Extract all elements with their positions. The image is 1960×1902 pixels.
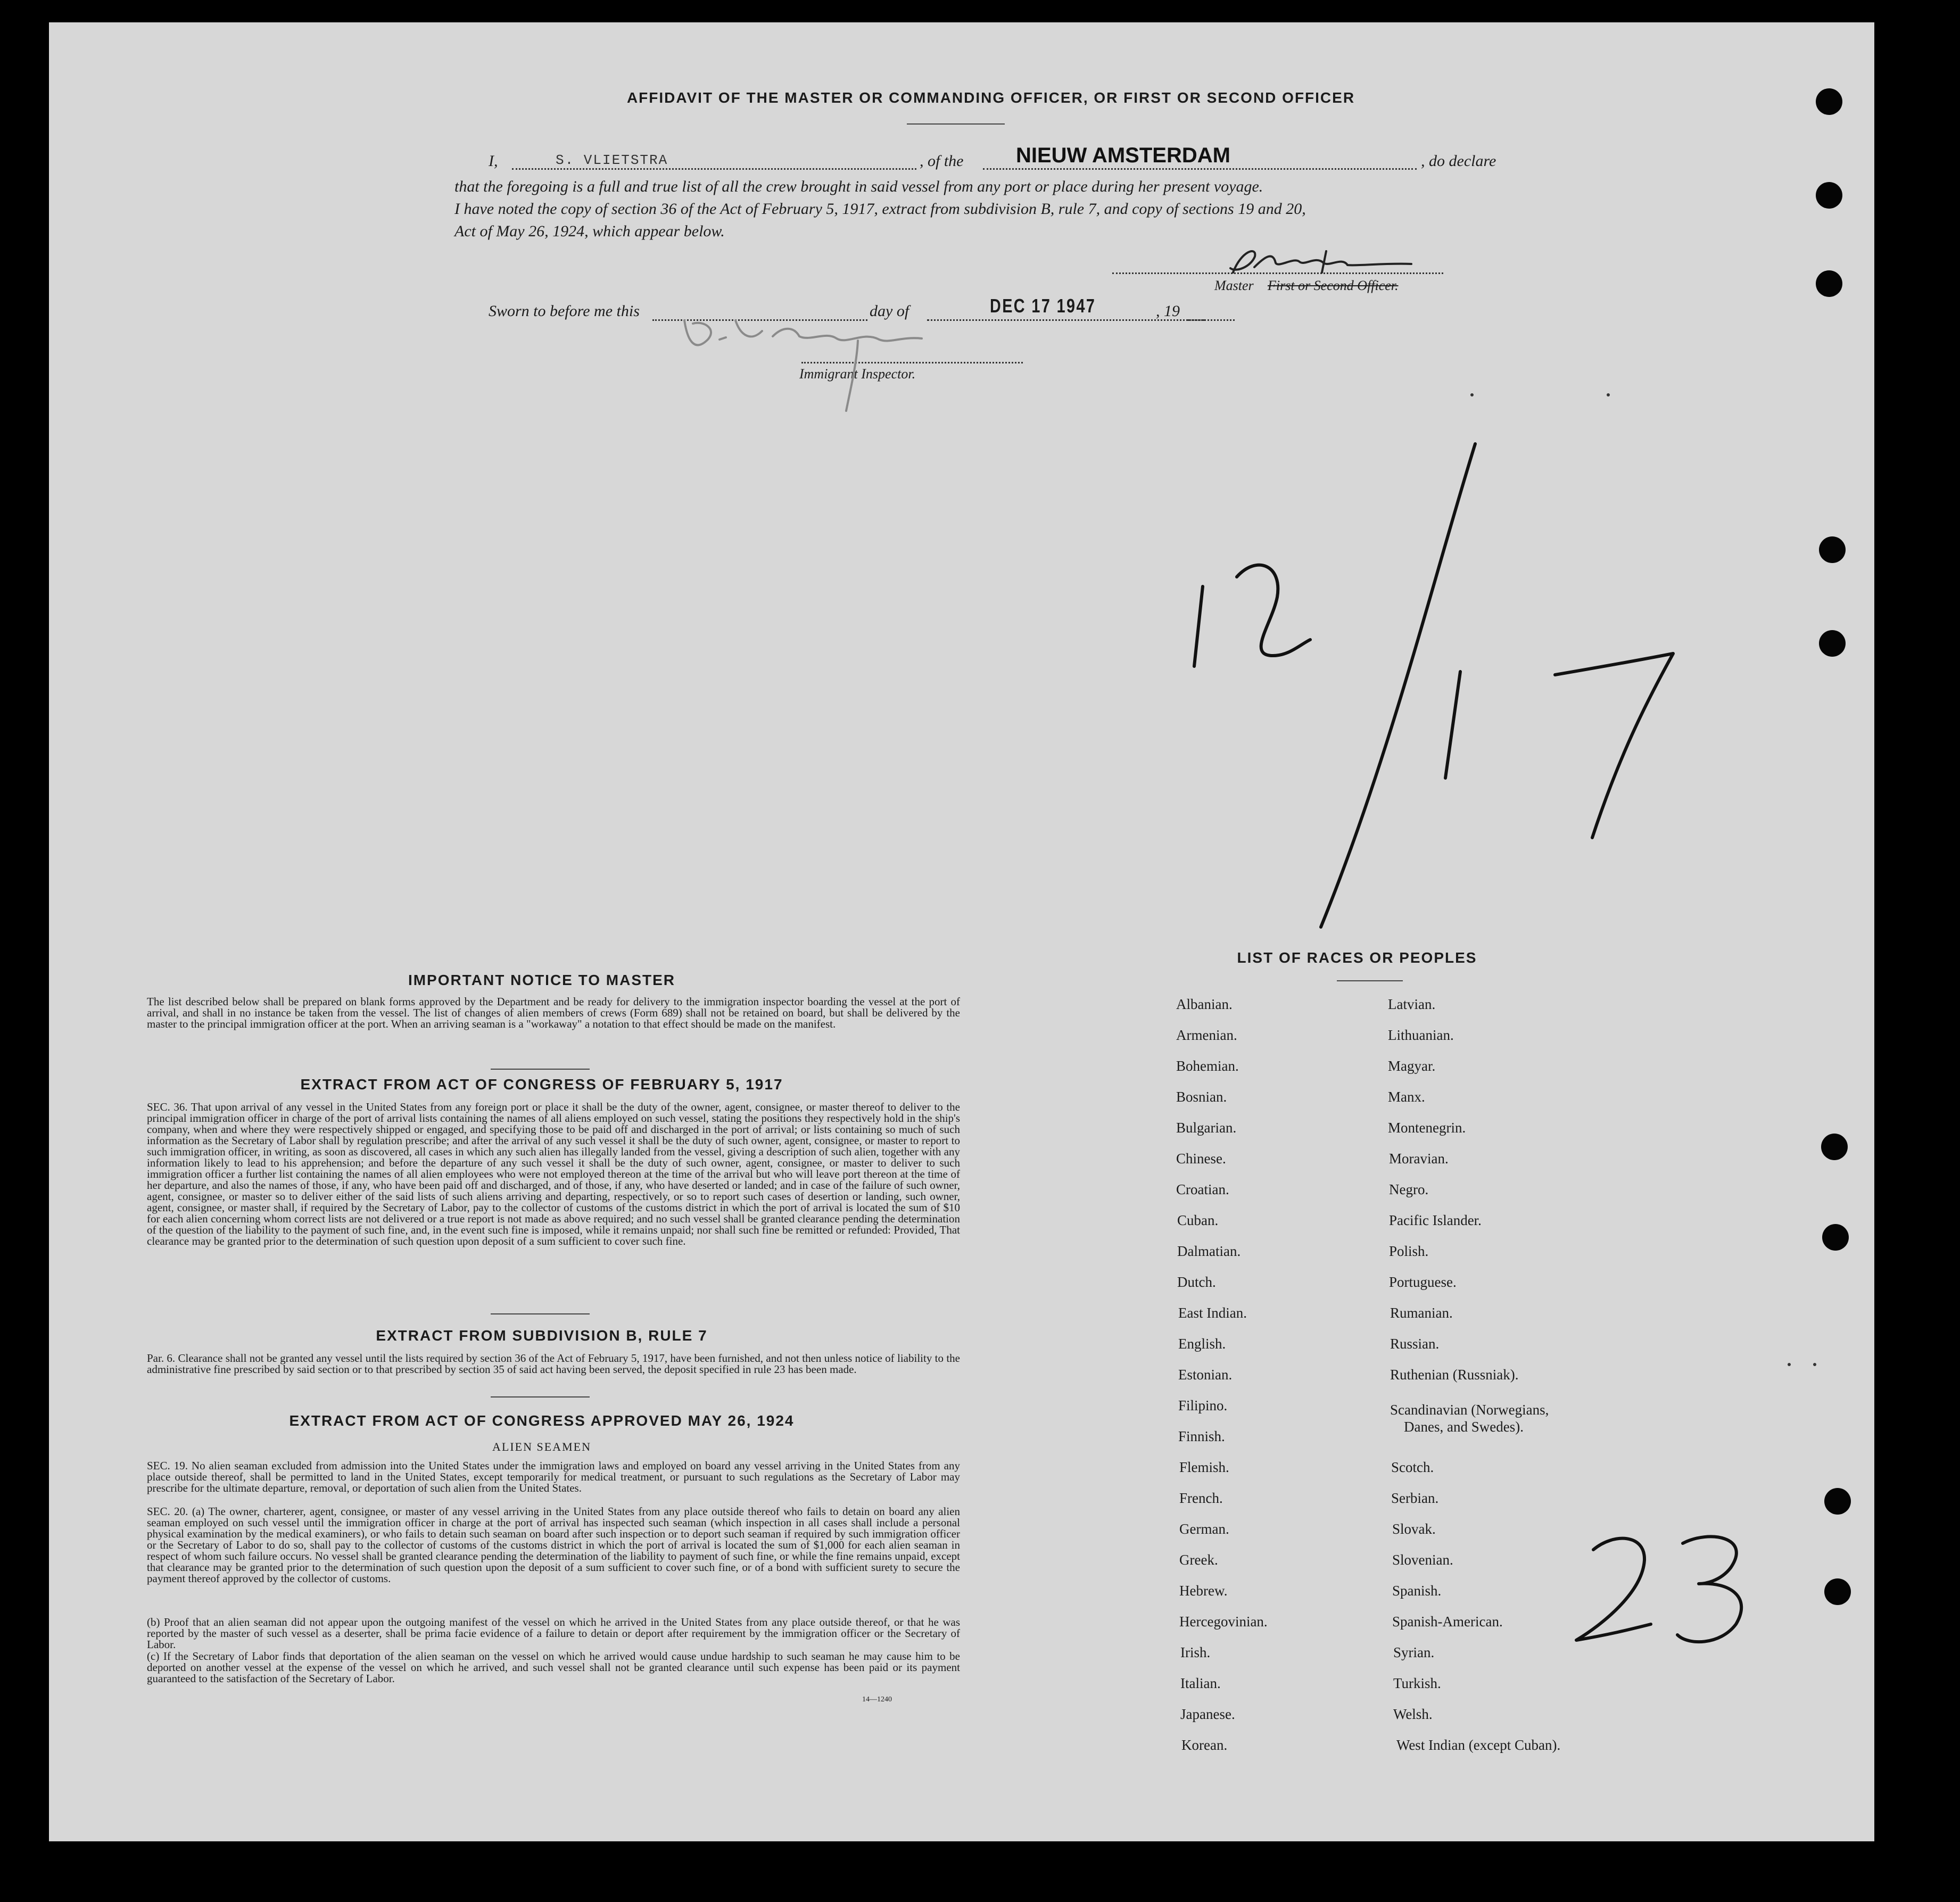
rule7-body: Par. 6. Clearance shall not be granted any vessel until the lists required by section 36 of the Act of February 5, 1917, have been furnished, and not then unless notice of liability to the administrative fine prescribed by said section or to that prescribed by section 35 of said act having been served, the deposit specified in rule 23 has been made. xyxy=(147,1352,960,1376)
race-item: Bulgarian. xyxy=(1176,1120,1237,1136)
race-item: Irish. xyxy=(1180,1644,1211,1660)
race-item: Latvian. xyxy=(1388,996,1436,1012)
race-item: Japanese. xyxy=(1180,1706,1235,1722)
race-item: Ruthenian (Russniak). xyxy=(1390,1367,1519,1383)
race-item: Slovak. xyxy=(1392,1521,1436,1537)
handwritten-page-number xyxy=(1576,1536,1741,1642)
race-item: Filipino. xyxy=(1178,1397,1228,1413)
punch-hole xyxy=(1816,88,1842,115)
race-item: Finnish. xyxy=(1178,1428,1225,1444)
affidavit-title: AFFIDAVIT OF THE MASTER OR COMMANDING OFFICER, OR FIRST OR SECOND OFFICER xyxy=(626,89,1355,106)
year-prefix: , 19 xyxy=(1156,302,1180,320)
race-item: German. xyxy=(1179,1521,1229,1537)
notice-divider xyxy=(491,1069,590,1070)
race-item: Polish. xyxy=(1389,1243,1429,1259)
declaration-line-4: Act of May 26, 1924, which appear below. xyxy=(454,222,725,240)
punch-hole xyxy=(1816,270,1842,297)
form-number: 14—1240 xyxy=(862,1696,892,1703)
notice-body: The list described below shall be prepared on blank forms approved by the Department and be ready for delivery to the immigration inspector boarding the vessel at the port of arrival, and shall in no instance be taken from the vessel. The list of changes of alien members of crews (Form 689) shall not be retained on board, but shall be delivered by the master to the principal immigration officer at the port. When an arriving seaman is a "workaway" a notation to that effect should be made on the manifest. xyxy=(147,995,960,1030)
race-item: Cuban. xyxy=(1177,1212,1219,1228)
extract-1917-divider xyxy=(491,1313,590,1314)
race-item: English. xyxy=(1178,1336,1226,1352)
race-item: Dalmatian. xyxy=(1177,1243,1241,1259)
race-item: Montenegrin. xyxy=(1388,1120,1466,1136)
punch-hole xyxy=(1824,1578,1851,1605)
race-item: Hebrew. xyxy=(1179,1583,1228,1599)
races-divider xyxy=(1337,980,1403,981)
race-item: Syrian. xyxy=(1393,1644,1435,1660)
race-item: Spanish. xyxy=(1392,1583,1442,1599)
race-item: Hercegovinian. xyxy=(1179,1614,1268,1630)
do-declare-label: , do declare xyxy=(1421,152,1496,170)
extract-1917-title: EXTRACT FROM ACT OF CONGRESS OF FEBRUARY 5, 1917 xyxy=(300,1076,783,1093)
race-item: Bosnian. xyxy=(1176,1089,1227,1105)
extract-1917-body: SEC. 36. That upon arrival of any vessel in the United States from any foreign port or place it shall be the duty of the owner, agent, consignee, or master thereof to deliver to the principal immigration officer in charge of the port of arrival lists containing the names of all aliens employed on such vessel, stating the positions they respectively hold in the ship's company, when and where they were respectively shipped or engaged, and specifying those to be paid off and discharged in the port of arrival; or lists containing so much of such information as the Secretary of Labor shall by regulation prescribe; and after the arrival of any such vessel it shall be the duty of such owner, agent, consignee, or master to report to such immigration officer, in writing, as soon as discovered, all cases in which any such alien has illegally landed from the vessel, giving a description of such alien, together with any information likely to lead to his apprehension; and before the departure of any such vessel it shall be the duty of such owner, agent, consignee, or master to deliver to such immigration officer a further list containing the names of all alien employees who were not employed thereon at the time of the arrival but who will leave port thereon at the time of her departure, and also the names of those, if any, who have been paid off and discharged, and of those, if any, who have deserted or landed; and in case of the failure of such owner, agent, consignee, or master so to deliver either of the said lists of such aliens arriving and departing, respectively, or so to report such cases of desertion or landing, such owner, agent, consignee, or master shall, if required by the Secretary of Labor, pay to the collector of customs of the customs district in which the port of arrival is located the sum of $10 for each alien concerning whom correct lists are not delivered or a true report is not made as above required; and no such vessel shall be granted clearance pending the determination of the question of the liability to the payment of such fine, and, in the event such fine is imposed, while it remains unpaid; nor shall such fine be remitted or refunded: Provided, That clearance may be granted prior to the determination of such question upon deposit of a sum sufficient to cover such fine. xyxy=(147,1101,960,1247)
race-item: Bohemian. xyxy=(1176,1058,1239,1074)
handwritten-date-1217 xyxy=(1194,444,1673,927)
races-title: LIST OF RACES OR PEOPLES xyxy=(1237,949,1477,966)
race-item: French. xyxy=(1179,1490,1223,1506)
race-item: Scotch. xyxy=(1391,1459,1434,1475)
extract-1924-sec20a: SEC. 20. (a) The owner, charterer, agent, consignee, or master of any vessel arriving in the United States from any place outside thereof who fails to detain on board any alien seaman employed on such vessel until the immigration officer in charge at the port of arrival has inspected such seaman (which inspection in all cases shall include a personal physical examination by the medical examiners), or who fails to detain such seaman on board after such inspection or to deport such seaman if required by such immigration officer or the Secretary of Labor to do so, shall pay to the collector of customs of the customs district in which the port of arrival is located the sum of $1,000 for each alien seaman in respect of whom such failure occurs. No vessel shall be granted clearance pending the determination of the liability to payment of such fine, or while the fine remains unpaid, except that clearance may be granted prior to the determination of such question upon the deposit of a sum sufficient to cover such fine, or of a bond with sufficient surety to secure the payment thereof approved by the collector of customs. xyxy=(147,1505,960,1585)
alien-seamen-subtitle: ALIEN SEAMEN xyxy=(492,1440,591,1453)
officer-name: S. VLIETSTRA xyxy=(556,152,668,168)
race-item: Russian. xyxy=(1390,1336,1440,1352)
race-item: Slovenian. xyxy=(1392,1552,1453,1568)
race-item: Dutch. xyxy=(1177,1274,1216,1290)
race-item: Magyar. xyxy=(1388,1058,1436,1074)
race-item: Portuguese. xyxy=(1389,1274,1457,1290)
declaration-pronoun: I, xyxy=(489,152,498,170)
extract-1924-sec20c: (c) If the Secretary of Labor finds that deportation of the alien seaman on the vessel on which he arrived would cause undue hardship to such seaman he may cause him to be deported on another vessel at the expense of the vessel on which he arrived, and such vessel shall not be granted clearance until such expense has been paid or its payment guaranteed to the satisfaction of the Secretary of Labor. xyxy=(147,1650,960,1685)
race-item: Lithuanian. xyxy=(1388,1027,1454,1043)
punch-hole xyxy=(1824,1488,1851,1515)
race-item: Serbian. xyxy=(1391,1490,1439,1506)
race-item: Korean. xyxy=(1181,1737,1228,1753)
extract-1924-title: EXTRACT FROM ACT OF CONGRESS APPROVED MAY 26, 1924 xyxy=(289,1412,795,1429)
punch-hole xyxy=(1816,182,1842,209)
punch-hole xyxy=(1822,1224,1849,1251)
master-signature xyxy=(1230,251,1411,272)
date-stamp: DEC 17 1947 xyxy=(990,295,1096,317)
punch-hole xyxy=(1819,536,1846,563)
race-item: Albanian. xyxy=(1176,996,1233,1012)
race-item: Rumanian. xyxy=(1390,1305,1453,1321)
punch-hole xyxy=(1819,630,1846,657)
extract-1924-sec20b: (b) Proof that an alien seaman did not appear upon the outgoing manifest of the vessel on which he arrived in the United States from any place outside thereof, or that he was reported by the master of such vessel as a deserter, shall be prima facie evidence of a failure to detain or deport after requirement by the immigration officer or the Secretary of Labor. xyxy=(147,1616,960,1651)
race-item: Chinese. xyxy=(1176,1151,1226,1167)
margin-specks xyxy=(1470,393,1816,1366)
race-item: East Indian. xyxy=(1178,1305,1247,1321)
vessel-name: NIEUW AMSTERDAM xyxy=(1016,144,1230,167)
race-item: Estonian. xyxy=(1178,1367,1233,1383)
struck-officer-label: First or Second Officer. xyxy=(1268,278,1399,293)
master-label: Master xyxy=(1214,278,1254,293)
race-item: Armenian. xyxy=(1176,1027,1237,1043)
inspector-signature xyxy=(684,320,922,411)
race-item: Greek. xyxy=(1179,1552,1218,1568)
document-page xyxy=(49,22,1874,1841)
race-item: Welsh. xyxy=(1393,1706,1433,1722)
of-the-label: , of the xyxy=(920,152,964,170)
race-item: Flemish. xyxy=(1179,1459,1229,1475)
declaration-line-2: that the foregoing is a full and true list of all the crew brought in said vessel from any port or place during her present voyage. xyxy=(454,178,1263,195)
inspector-label: Immigrant Inspector. xyxy=(799,366,916,382)
race-item: Manx. xyxy=(1388,1089,1425,1105)
race-item: Spanish-American. xyxy=(1392,1614,1503,1630)
race-item: Moravian. xyxy=(1389,1151,1449,1167)
race-item: Negro. xyxy=(1389,1181,1429,1197)
race-item: Scandinavian (Norwegians, xyxy=(1390,1402,1549,1418)
race-item: West Indian (except Cuban). xyxy=(1396,1737,1561,1753)
race-item: Danes, and Swedes). xyxy=(1404,1419,1524,1435)
race-item: Turkish. xyxy=(1393,1675,1441,1691)
race-item: Italian. xyxy=(1180,1675,1221,1691)
rule7-divider xyxy=(491,1396,590,1397)
race-item: Pacific Islander. xyxy=(1389,1212,1482,1228)
sworn-prefix: Sworn to before me this xyxy=(489,302,640,320)
race-item: Croatian. xyxy=(1176,1181,1229,1197)
day-of-label: day of xyxy=(870,302,909,320)
extract-1924-sec19: SEC. 19. No alien seaman excluded from admission into the United States under the immigration laws and employed on board any vessel arriving in the United States from any place outside thereof, shall be permitted to land in the United States, except temporarily for medical treatment, or pursuant to such regulations as the Secretary of Labor may prescribe for the ultimate departure, removal, or deportation of such alien from the United States. xyxy=(147,1459,960,1494)
rule7-title: EXTRACT FROM SUBDIVISION B, RULE 7 xyxy=(376,1327,708,1344)
declaration-line-3: I have noted the copy of section 36 of the Act of February 5, 1917, extract from subdivision B, rule 7, and copy of sections 19 and 20, xyxy=(454,200,1306,218)
notice-title: IMPORTANT NOTICE TO MASTER xyxy=(408,972,676,988)
punch-hole xyxy=(1821,1134,1848,1160)
